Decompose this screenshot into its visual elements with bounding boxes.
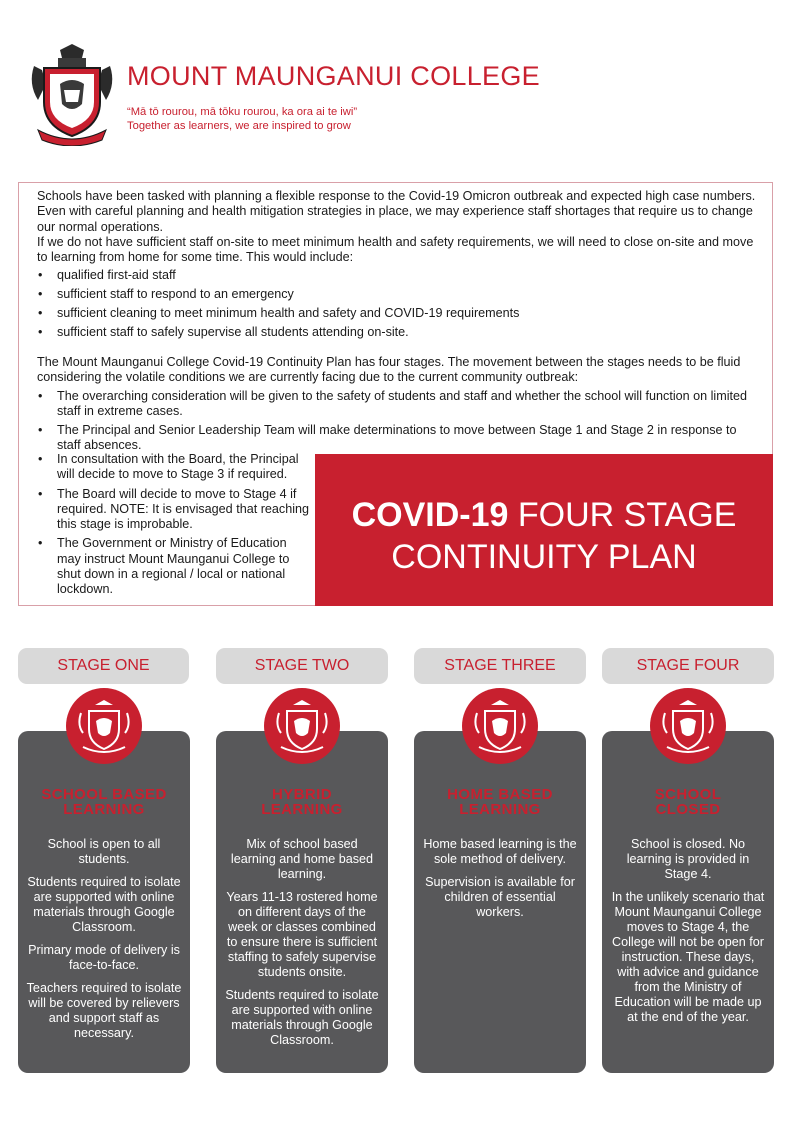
crest-badge-icon	[263, 687, 341, 765]
stage-text: Students required to isolate are supported with online materials through Google Classroom.	[225, 988, 379, 1047]
stage-card-two	[216, 731, 388, 1073]
stage-body	[26, 837, 182, 1049]
intro-paragraph-2: If we do not have sufficient staff on-site to meet minimum health and safety requirements, we will need to close on-site and move to learning from home for some time. This would include:	[37, 234, 754, 265]
crest-badge-icon	[461, 687, 539, 765]
banner-line-2: CONTINUITY PLAN	[391, 538, 697, 576]
stage-text: School is open to all students.	[47, 837, 161, 866]
decision-list	[37, 452, 313, 602]
stage-text: Supervision is available for children of essential workers.	[425, 875, 575, 919]
stage-text: In the unlikely scenario that Mount Maunganui College moves to Stage 4, the College will not be open for instruction. These days, with advice and guidance from the Ministry of Education will be made up at the end of the year.	[611, 890, 765, 1024]
stage-heading-line: LEARNING	[63, 801, 145, 818]
stage-card-three	[414, 731, 586, 1073]
stage-text: Years 11-13 rostered home on different days of the week or classes combined to ensure there is sufficient staffing to safely supervise students onsite.	[226, 890, 378, 979]
stage-heading-line: SCHOOL	[654, 786, 722, 803]
stage-card-four	[602, 731, 774, 1073]
banner-rest: FOUR STAGE	[508, 496, 737, 534]
list-item: • sufficient staff to respond to an emergency	[37, 287, 757, 302]
considerations-list	[37, 389, 757, 454]
stage-text: Home based learning is the sole method of delivery.	[423, 837, 577, 866]
requirements-list	[37, 268, 757, 340]
list-item: • The overarching consideration will be given to the safety of students and staff and whether the school will function on limited staff in extreme cases.	[37, 389, 757, 420]
banner-bold: COVID-19	[351, 496, 509, 534]
plan-title-banner	[315, 454, 773, 606]
stage-heading	[216, 787, 388, 817]
stage-tab-one: STAGE ONE	[18, 648, 189, 684]
motto-english: Together as learners, we are inspired to grow	[127, 120, 351, 132]
list-item: • qualified first-aid staff	[37, 268, 757, 283]
list-item: • The Government or Ministry of Education may instruct Mount Maunganui College to shut down in a regional / local or national lockdown.	[37, 536, 313, 597]
intro-paragraph-3: The Mount Maunganui College Covid-19 Continuity Plan has four stages. The movement between the stages needs to be fluid considering the volatile conditions we are currently facing due to the current community outbreak:	[37, 355, 741, 385]
motto-maori: “Mā tō rourou, mā tōku rourou, ka ora ai te iwi”	[127, 106, 358, 118]
stage-tab-two: STAGE TWO	[216, 648, 388, 684]
college-crest-logo	[28, 44, 116, 146]
list-item: • The Principal and Senior Leadership Team will make determinations to move between Stage 1 and Stage 2 in response to staff absences.	[37, 423, 757, 454]
list-item: • In consultation with the Board, the Principal will decide to move to Stage 3 if required.	[37, 452, 313, 483]
stage-text: School is closed. No learning is provided in Stage 4.	[626, 837, 750, 881]
stage-heading-line: CLOSED	[655, 801, 721, 818]
stage-heading-line: LEARNING	[459, 801, 541, 818]
crest-badge-icon	[649, 687, 727, 765]
stage-body	[422, 837, 578, 928]
list-item: • sufficient staff to safely supervise all students attending on-site.	[37, 325, 757, 340]
stage-text: Primary mode of delivery is face-to-face.	[28, 943, 180, 972]
stage-heading-line: LEARNING	[261, 801, 343, 818]
list-item: • The Board will decide to move to Stage 4 if required. NOTE: It is envisaged that reaching this stage is improbable.	[37, 487, 313, 533]
intro-text	[37, 189, 757, 457]
stage-tab-three: STAGE THREE	[414, 648, 586, 684]
stage-body	[224, 837, 380, 1056]
stage-heading	[18, 787, 190, 817]
intro-paragraph-1: Schools have been tasked with planning a flexible response to the Covid-19 Omicron outbreak and expected high case numbers. Even with careful planning and health mitigation strategies in place, we may experience staff shortages that require us to change our normal operations.	[37, 189, 756, 234]
stage-text: Mix of school based learning and home based learning.	[230, 837, 374, 881]
stage-heading	[414, 787, 586, 817]
stage-card-one	[18, 731, 190, 1073]
stage-heading-line: SCHOOL BASED	[41, 786, 167, 803]
college-name: MOUNT MAUNGANUI COLLEGE	[127, 61, 540, 91]
stage-text: Students required to isolate are supported with online materials through Google Classroom.	[27, 875, 181, 934]
stage-heading-line: HYBRID	[272, 786, 332, 803]
stage-heading	[602, 787, 774, 817]
list-item: • sufficient cleaning to meet minimum health and safety and COVID-19 requirements	[37, 306, 757, 321]
crest-badge-icon	[65, 687, 143, 765]
stage-body	[610, 837, 766, 1033]
stage-tab-four: STAGE FOUR	[602, 648, 774, 684]
stage-text: Teachers required to isolate will be covered by relievers and support staff as necessary.	[26, 981, 182, 1040]
college-motto	[127, 105, 357, 133]
stage-heading-line: HOME BASED	[447, 786, 553, 803]
